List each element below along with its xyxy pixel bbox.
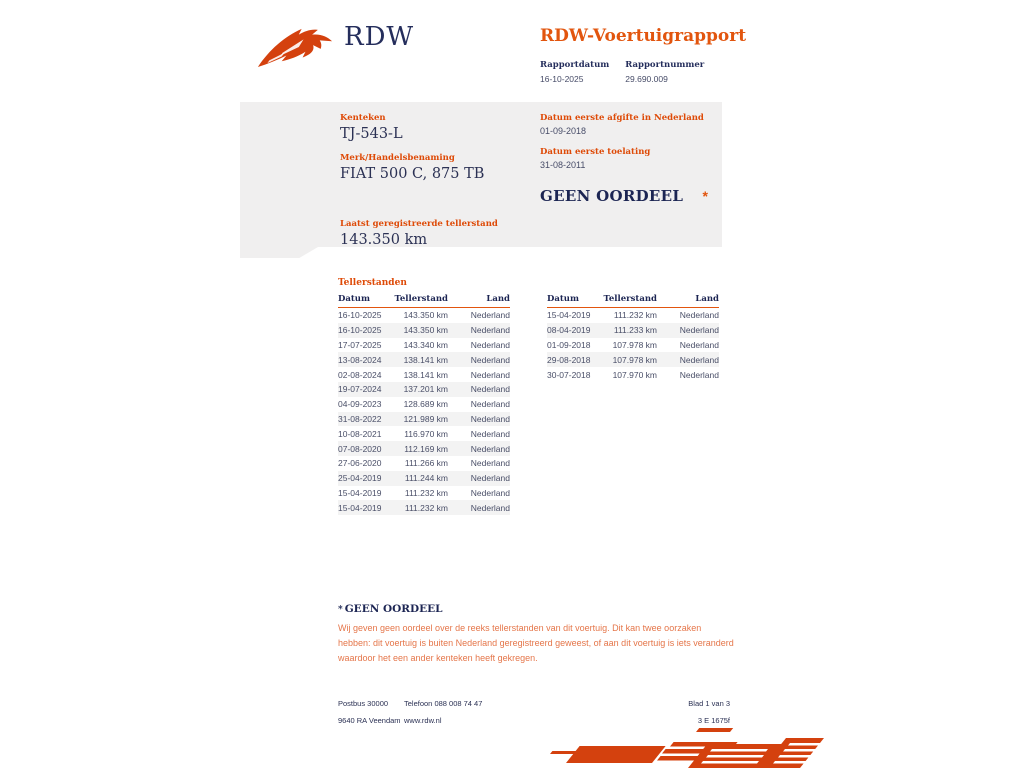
rdw-logo <box>256 24 414 70</box>
row-date: 25-04-2019 <box>338 473 382 484</box>
table-row <box>547 308 719 323</box>
table-row <box>547 367 719 382</box>
column-header: Tellerstand <box>603 294 657 304</box>
footnote-heading <box>338 603 736 615</box>
footer-address-1: Postbus 30000 <box>338 699 389 708</box>
column-header: Datum <box>547 294 579 304</box>
row-odometer: 143.340 km <box>403 339 448 350</box>
panel-notch-decoration <box>240 247 318 258</box>
table-row <box>338 426 510 441</box>
row-country: Nederland <box>470 443 510 454</box>
table-row <box>338 352 510 367</box>
row-date: 30-07-2018 <box>547 369 591 380</box>
row-odometer: 111.233 km <box>613 325 657 336</box>
row-odometer: 112.169 km <box>404 443 448 454</box>
row-country: Nederland <box>470 310 510 321</box>
row-date: 15-04-2019 <box>547 310 591 321</box>
table-row <box>338 500 510 515</box>
row-odometer: 111.232 km <box>404 487 448 498</box>
row-country: Nederland <box>679 339 719 350</box>
row-date: 10-08-2021 <box>338 428 382 439</box>
footer-page-number: Blad 1 van 3 <box>688 699 730 708</box>
odometer-section-title: Tellerstanden <box>338 278 407 288</box>
rdw-bird-icon <box>256 24 334 70</box>
column-header: Land <box>486 294 510 304</box>
odometer-section <box>338 278 720 515</box>
row-date: 27-06-2020 <box>338 458 382 469</box>
row-country: Nederland <box>470 369 510 380</box>
row-date: 17-07-2025 <box>338 339 382 350</box>
row-country: Nederland <box>470 473 510 484</box>
report-number-value: 29.690.009 <box>625 74 668 84</box>
row-country: Nederland <box>470 502 510 513</box>
table-row <box>338 486 510 501</box>
row-date: 19-07-2024 <box>338 384 382 395</box>
odometer-table-header <box>547 294 719 308</box>
row-odometer: 107.978 km <box>612 339 657 350</box>
column-header: Tellerstand <box>394 294 448 304</box>
row-odometer: 128.689 km <box>403 399 448 410</box>
table-row <box>338 323 510 338</box>
row-odometer: 111.266 km <box>404 458 448 469</box>
odometer-table-left <box>338 294 510 515</box>
row-date: 16-10-2025 <box>338 310 382 321</box>
footer-form-code: 3 E 1675f <box>697 715 730 725</box>
row-odometer: 143.350 km <box>403 310 448 321</box>
table-row <box>338 308 510 323</box>
row-country: Nederland <box>679 369 719 380</box>
table-row <box>338 471 510 486</box>
row-date: 16-10-2025 <box>338 325 382 336</box>
odometer-tables <box>338 294 720 515</box>
row-country: Nederland <box>470 413 510 424</box>
merk-value: FIAT 500 C, 875 TB <box>340 166 485 182</box>
row-odometer: 111.232 km <box>404 502 448 513</box>
kenteken-value: TJ-543-L <box>340 126 403 142</box>
row-country: Nederland <box>470 428 510 439</box>
row-odometer: 111.232 km <box>613 310 657 321</box>
row-date: 29-08-2018 <box>547 354 591 365</box>
summary-right-column <box>540 113 715 205</box>
footnote-title: GEEN OORDEEL <box>344 603 443 615</box>
asterisk-icon: * <box>702 188 708 204</box>
row-odometer: 111.244 km <box>404 473 448 484</box>
footer-website: www.rdw.nl <box>404 715 442 725</box>
summary-left-column <box>340 113 530 259</box>
row-country: Nederland <box>470 325 510 336</box>
afgifte-label: Datum eerste afgifte in Nederland <box>540 113 704 123</box>
footnote-text: Wij geven geen oordeel over de reeks tellerstanden van dit voertuig. Dit kan twee oorzaken hebben: dit voertuig is buiten Nederland geregistreerd geweest, of aan dit voertuig is iets veranderd waardoor het een ander kenteken heeft gekregen. <box>338 623 734 663</box>
report-date-value: 16-10-2025 <box>540 74 584 84</box>
row-odometer: 116.970 km <box>404 428 448 439</box>
row-date: 02-08-2024 <box>338 369 382 380</box>
row-country: Nederland <box>470 399 510 410</box>
report-number-label: Rapportnummer <box>625 60 705 70</box>
footer-row-2 <box>338 716 730 725</box>
row-date: 15-04-2019 <box>338 502 382 513</box>
table-row <box>338 397 510 412</box>
table-row <box>338 382 510 397</box>
report-number-block <box>625 60 704 84</box>
merk-label: Merk/Handelsbenaming <box>340 153 455 163</box>
row-country: Nederland <box>470 354 510 365</box>
row-country: Nederland <box>679 325 719 336</box>
odometer-table-body <box>547 308 719 382</box>
table-row <box>547 323 719 338</box>
row-odometer: 107.978 km <box>612 354 657 365</box>
row-country: Nederland <box>470 458 510 469</box>
row-odometer: 138.141 km <box>403 369 448 380</box>
kenteken-label: Kenteken <box>340 113 386 123</box>
footer-row-1 <box>338 699 730 708</box>
row-country: Nederland <box>679 310 719 321</box>
verdict-text: GEEN OORDEEL <box>540 187 684 205</box>
footnote-asterisk-icon: * <box>338 605 343 615</box>
toelating-label: Datum eerste toelating <box>540 147 651 157</box>
odometer-table-body <box>338 308 510 515</box>
odometer-table-right <box>547 294 719 382</box>
row-date: 04-09-2023 <box>338 399 382 410</box>
footer-phone: Telefoon 088 008 74 47 <box>404 699 483 708</box>
column-header: Datum <box>338 294 370 304</box>
report-meta <box>540 60 800 84</box>
table-row <box>547 352 719 367</box>
row-country: Nederland <box>679 354 719 365</box>
rdw-wordmark: RDW <box>344 22 415 52</box>
table-row <box>338 412 510 427</box>
tellerstand-label: Laatst geregistreerde tellerstand <box>340 219 498 229</box>
row-odometer: 121.989 km <box>403 413 448 424</box>
row-date: 15-04-2019 <box>338 487 382 498</box>
toelating-value: 31-08-2011 <box>540 160 586 170</box>
afgifte-value: 01-09-2018 <box>540 126 587 136</box>
row-date: 08-04-2019 <box>547 325 591 336</box>
table-row <box>547 338 719 353</box>
spacer <box>340 193 530 219</box>
table-row <box>338 367 510 382</box>
vehicle-summary-panel <box>240 102 722 247</box>
row-odometer: 143.350 km <box>403 325 448 336</box>
report-date-label: Rapportdatum <box>540 60 610 70</box>
row-date: 31-08-2022 <box>338 413 382 424</box>
tellerstand-value: 143.350 km <box>340 232 428 248</box>
row-odometer: 138.141 km <box>403 354 448 365</box>
row-odometer: 107.970 km <box>612 369 657 380</box>
rdw-stripes-decoration-icon <box>540 728 824 768</box>
row-date: 07-08-2020 <box>338 443 382 454</box>
report-header <box>540 26 800 84</box>
footer-address-2: 9640 RA Veendam <box>338 715 401 725</box>
table-row <box>338 441 510 456</box>
report-date-block <box>540 60 609 84</box>
odometer-table-header <box>338 294 510 308</box>
table-row <box>338 456 510 471</box>
row-odometer: 137.201 km <box>403 384 448 395</box>
row-date: 13-08-2024 <box>338 354 382 365</box>
table-row <box>338 338 510 353</box>
row-country: Nederland <box>470 487 510 498</box>
report-title: RDW-Voertuigrapport <box>540 26 747 46</box>
row-country: Nederland <box>470 384 510 395</box>
footnote-section <box>338 603 736 666</box>
row-date: 01-09-2018 <box>547 339 591 350</box>
row-country: Nederland <box>470 339 510 350</box>
column-header: Land <box>695 294 719 304</box>
